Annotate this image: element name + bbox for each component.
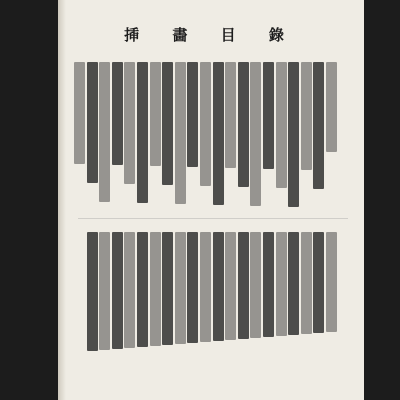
index-entry-column bbox=[200, 62, 211, 186]
index-entry-column bbox=[137, 62, 148, 203]
index-entry-column bbox=[137, 232, 148, 347]
index-entry-column bbox=[288, 62, 299, 207]
index-entry-column bbox=[187, 62, 198, 167]
index-entry-column bbox=[87, 232, 98, 351]
index-entry-column bbox=[326, 232, 337, 332]
section-divider bbox=[78, 218, 348, 219]
index-entry-column bbox=[225, 232, 236, 340]
index-entry-column bbox=[99, 62, 110, 202]
index-entry-column bbox=[74, 62, 85, 164]
index-entry-column bbox=[175, 62, 186, 204]
index-entry-column bbox=[263, 62, 274, 169]
index-entry-column bbox=[250, 62, 261, 206]
index-entry-column bbox=[213, 232, 224, 341]
index-entry-column bbox=[250, 232, 261, 338]
book-page bbox=[58, 0, 364, 400]
index-entry-column bbox=[112, 62, 123, 165]
index-entry-column bbox=[213, 62, 224, 205]
index-entry-column bbox=[276, 232, 287, 336]
index-entry-column bbox=[313, 232, 324, 333]
index-entry-column bbox=[124, 62, 135, 184]
index-entry-column bbox=[112, 232, 123, 349]
index-entry-column bbox=[175, 232, 186, 344]
index-entry-column bbox=[150, 232, 161, 346]
index-entry-column bbox=[200, 232, 211, 342]
page-title: 揷 畵 目 錄 bbox=[124, 26, 298, 44]
index-entry-column bbox=[313, 62, 324, 189]
index-entry-column bbox=[99, 232, 110, 350]
index-entry-column bbox=[225, 62, 236, 168]
index-entry-column bbox=[276, 62, 287, 188]
index-entry-column bbox=[301, 232, 312, 334]
index-entry-column bbox=[162, 62, 173, 185]
index-entry-column bbox=[326, 62, 337, 152]
index-entry-column bbox=[87, 62, 98, 183]
page-gutter-shadow bbox=[58, 0, 66, 400]
index-entry-column bbox=[150, 62, 161, 166]
index-entry-column bbox=[124, 232, 135, 348]
index-entry-column bbox=[238, 232, 249, 339]
index-entry-column bbox=[187, 232, 198, 343]
index-entry-column bbox=[301, 62, 312, 170]
index-entry-column bbox=[288, 232, 299, 335]
index-entry-column bbox=[238, 62, 249, 187]
index-entry-column bbox=[263, 232, 274, 337]
index-entry-column bbox=[162, 232, 173, 345]
